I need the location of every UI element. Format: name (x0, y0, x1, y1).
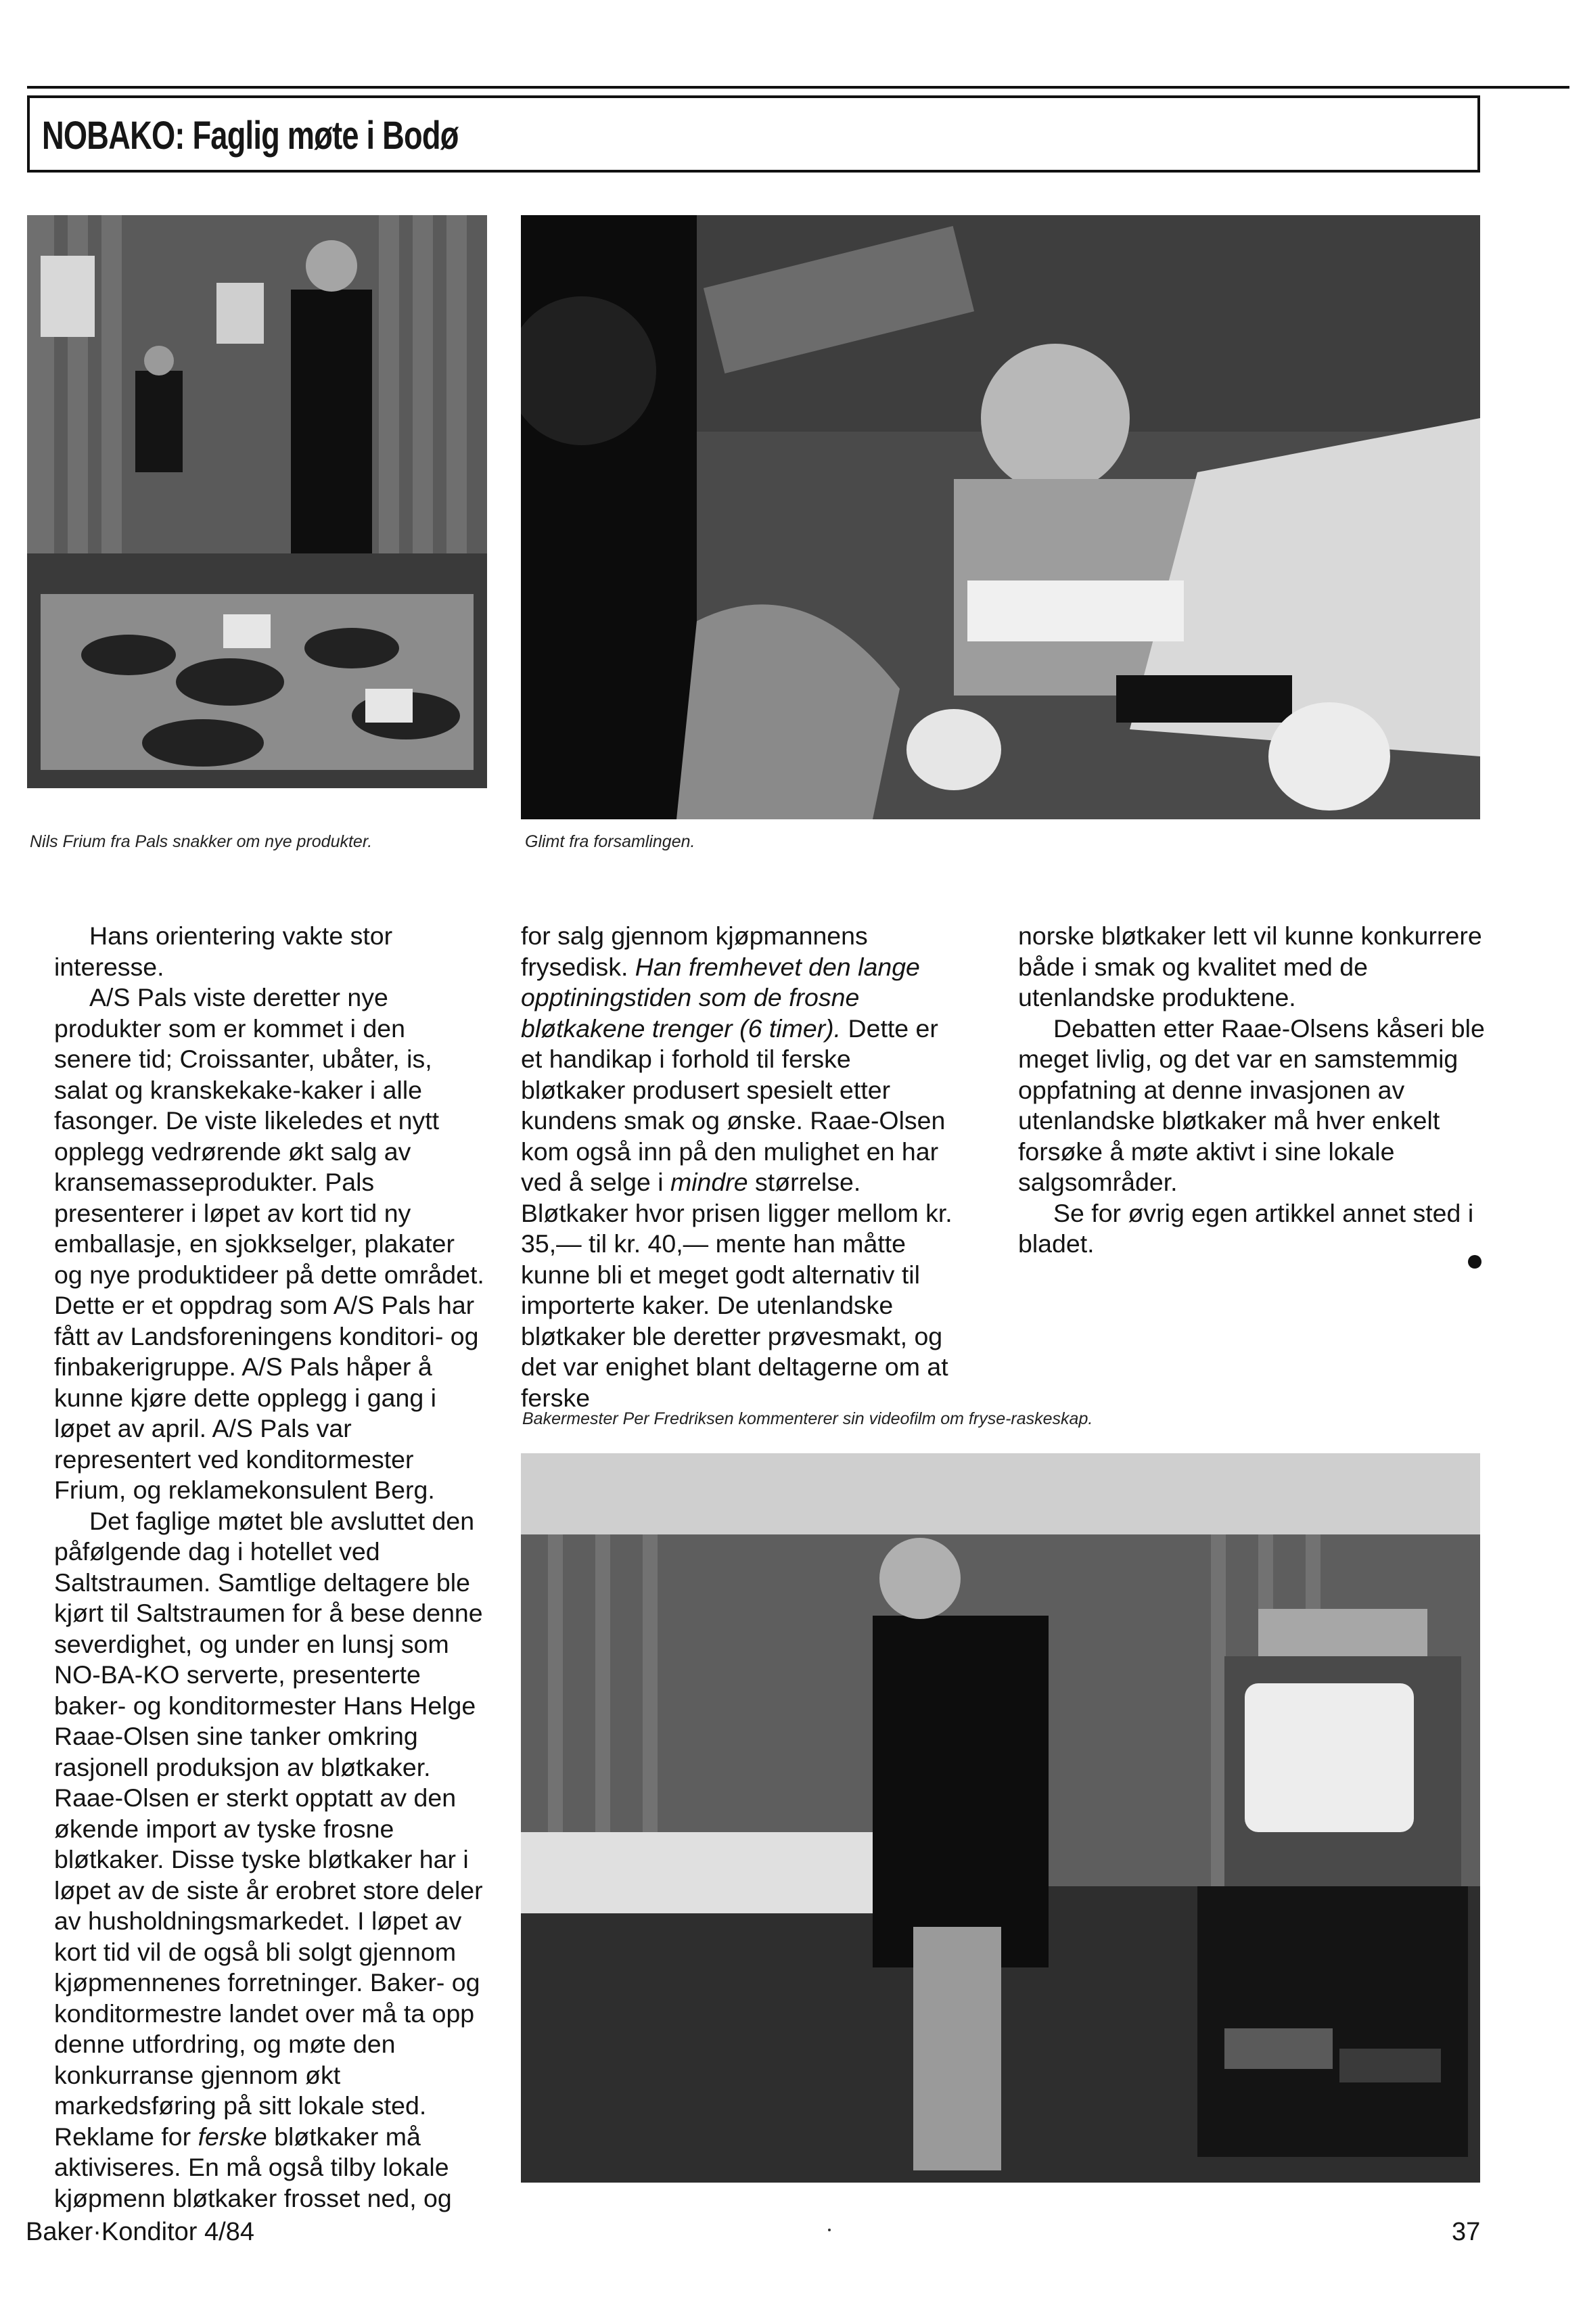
column-3 (1018, 921, 1485, 1260)
footer-dot (828, 2229, 831, 2231)
paragraph-debatt: Debatten etter Raae-Olsens kåseri ble meget livlig, og det var en samstemmig oppfatning at denne invasjonen av utenlandske bløtkaker må hver enkelt forsøke å møte aktivt i sine lokale salgsområder. (1018, 1013, 1485, 1196)
magazine-issue: Baker·Konditor 4/84 (26, 2218, 254, 2246)
video-photo (521, 1453, 1480, 2183)
paragraph-se-artikkel: Se for øvrig egen artikkel annet sted i bladet. (1018, 1198, 1474, 1258)
speaker-caption: Nils Frium fra Pals snakker om nye produkter. (30, 832, 373, 851)
column-1 (54, 921, 487, 2214)
paragraph-pals-products: A/S Pals viste deretter nye produkter som er kommet i den senere tid; Croissanter, ubåter, is, salat og kranskekake-kaker i alle fasonger. De viste likeledes et nytt opplegg vedrørende økt salg av kransemasseprodukter. Pals presenterer i løpet av kort tid ny emballasje, en sjokkselger, plakater og nye produktideer på dette området. Dette er et oppdrag som A/S Pals har fått av Landsforeningens konditori- og finbakerigruppe. A/S Pals håper å kunne kjøre dette opplegg i gang i løpet av april. A/S Pals var representert ved konditormester Frium, og reklamekonsulent Berg. (54, 983, 484, 1504)
paragraph-konkurrere: norske bløtkaker lett vil kunne konkurrere både i smak og kvalitet med de utenlandske produktene. (1018, 921, 1482, 1011)
paragraph-saltstraumen: Det faglige møtet ble avsluttet den påfølgende dag i hotellet ved Saltstraumen. Samtlige deltagere ble kjørt til Saltstraumen for å bese denne severdighet, og under en lunsj som NO-BA-KO serverte, presenterte baker- og konditormester Hans Helge Raae-Olsen sine tanker omkring rasjonell produksjon av bløtkaker. Raae-Olsen er sterkt opptatt av den økende import av tyske frosne bløtkaker. Disse tyske bløtkaker har i løpet av de siste år erobret store deler av husholdningsmarkedet. I løpet av kort tid vil de også bli solgt gjennom kjøpmennenes forretninger. Baker- og konditormestre landet over må ta opp denne utfordring, og møte den konkurranse gjennom økt markedsføring på sitt lokale sted. Reklame for ferske bløtkaker må aktiviseres. En må også tilby lokale kjøpmenn bløtkaker frosset ned, og (54, 1506, 483, 2212)
column-2 (521, 921, 961, 1413)
headline: NOBAKO: Faglig møte i Bodø (42, 114, 459, 158)
end-bullet (1468, 1255, 1481, 1269)
paragraph-interest: Hans orientering vakte stor interesse. (54, 921, 393, 981)
meeting-caption: Glimt fra forsamlingen. (525, 832, 695, 851)
page-number: 37 (1452, 2218, 1481, 2246)
headline-box (27, 95, 1480, 173)
speaker-photo (27, 215, 487, 788)
video-caption: Bakermester Per Fredriksen kommenterer sin videofilm om fryse-raskeskap. (522, 1409, 1093, 1428)
top-rule (27, 86, 1569, 89)
meeting-photo (521, 215, 1480, 819)
paragraph-frysedisk: for salg gjennom kjøpmannens frysedisk. Han fremhevet den lange opptiningstiden som de frosne bløtkakene trenger (6 timer). Dette er et handikap i forhold til ferske bløtkaker produsert spesielt etter kundens smak og ønske. Raae-Olsen kom også inn på den mulighet en har ved å selge i mindre størrelse. Bløtkaker hvor prisen ligger mellom kr. 35,— til kr. 40,— mente han måtte kunne bli et meget godt alternativ til importerte kaker. De utenlandske bløtkaker ble deretter prøvesmakt, og det var enighet blant deltagerne om at ferske (521, 921, 952, 1412)
